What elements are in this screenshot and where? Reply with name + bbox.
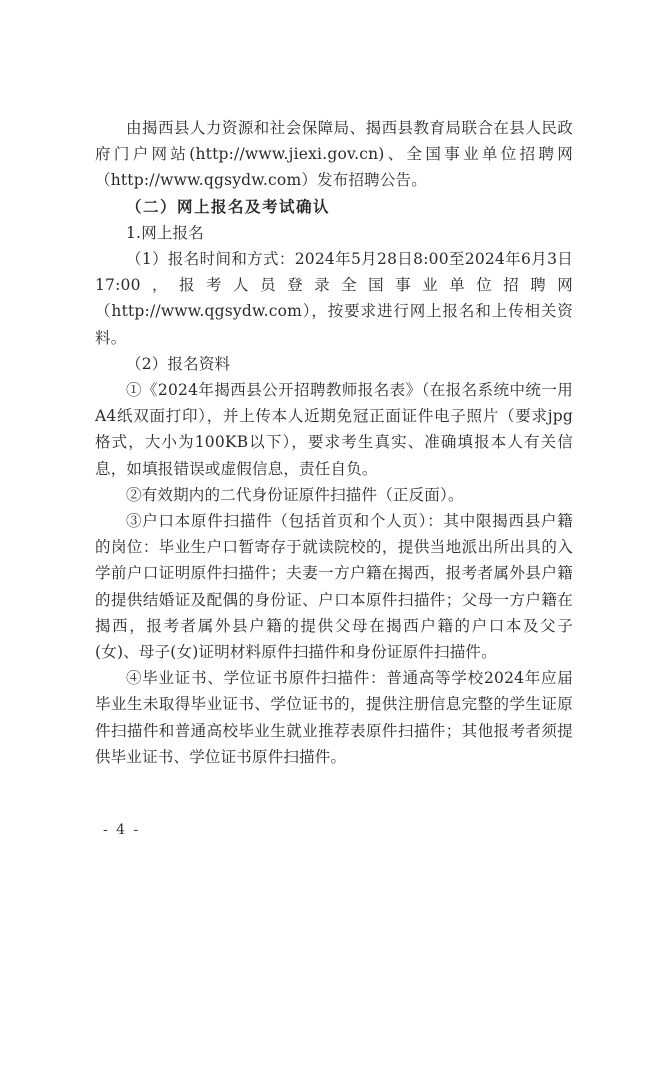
document-body (95, 115, 573, 770)
material-item-4: ④毕业证书、学位证书原件扫描件：普通高等学校2024年应届毕业生未取得毕业证书、学位证书的，提供注册信息完整的学生证原件扫描件和普通高校毕业生就业推荐表原件扫描件；其他报考者须提供毕业证书、学位证书原件扫描件。 (95, 669, 573, 766)
material-item-1: ①《2024年揭西县公开招聘教师报名表》（在报名系统中统一用A4纸双面打印），并上传本人近期免冠正面证件电子照片（要求jpg格式，大小为100KB以下），要求考生真实、准确填报本人有关信息，如填报错误或虚假信息，责任自负。 (95, 381, 573, 478)
registration-time-paragraph: （1）报名时间和方式：2024年5月28日8:00至2024年6月3日 17:00，报考人员登录全国事业单位招聘网（http://www.qgsydw.com），按要求进行网上报名和上传相关资料。 (95, 250, 573, 347)
material-item-2: ②有效期内的二代身份证原件扫描件（正反面）。 (126, 485, 464, 504)
intro-paragraph: 由揭西县人力资源和社会保障局、揭西县教育局联合在县人民政府门户网站(http://www.jiexi.gov.cn)、全国事业单位招聘网（http://www.qgsydw.com）发布招聘公告。 (95, 119, 573, 190)
page-number: - 4 - (103, 822, 141, 838)
section-heading-online-registration: （二）网上报名及考试确认 (126, 196, 331, 216)
subheading-online-registration: 1.网上报名 (126, 223, 204, 242)
subheading-registration-materials: （2）报名资料 (126, 354, 231, 373)
material-item-3: ③户口本原件扫描件（包括首页和个人页）：其中限揭西县户籍的岗位：毕业生户口暂寄存于就读院校的，提供当地派出所出具的入学前户口证明原件扫描件；夫妻一方户籍在揭西，报考者属外县户籍的提供结婚证及配偶的身份证、户口本原件扫描件；父母一方户籍在揭西，报考者属外县户籍的提供父母在揭西户籍的户口本及父子(女)、母子(女)证明材料原件扫描件和身份证原件扫描件。 (95, 512, 573, 662)
